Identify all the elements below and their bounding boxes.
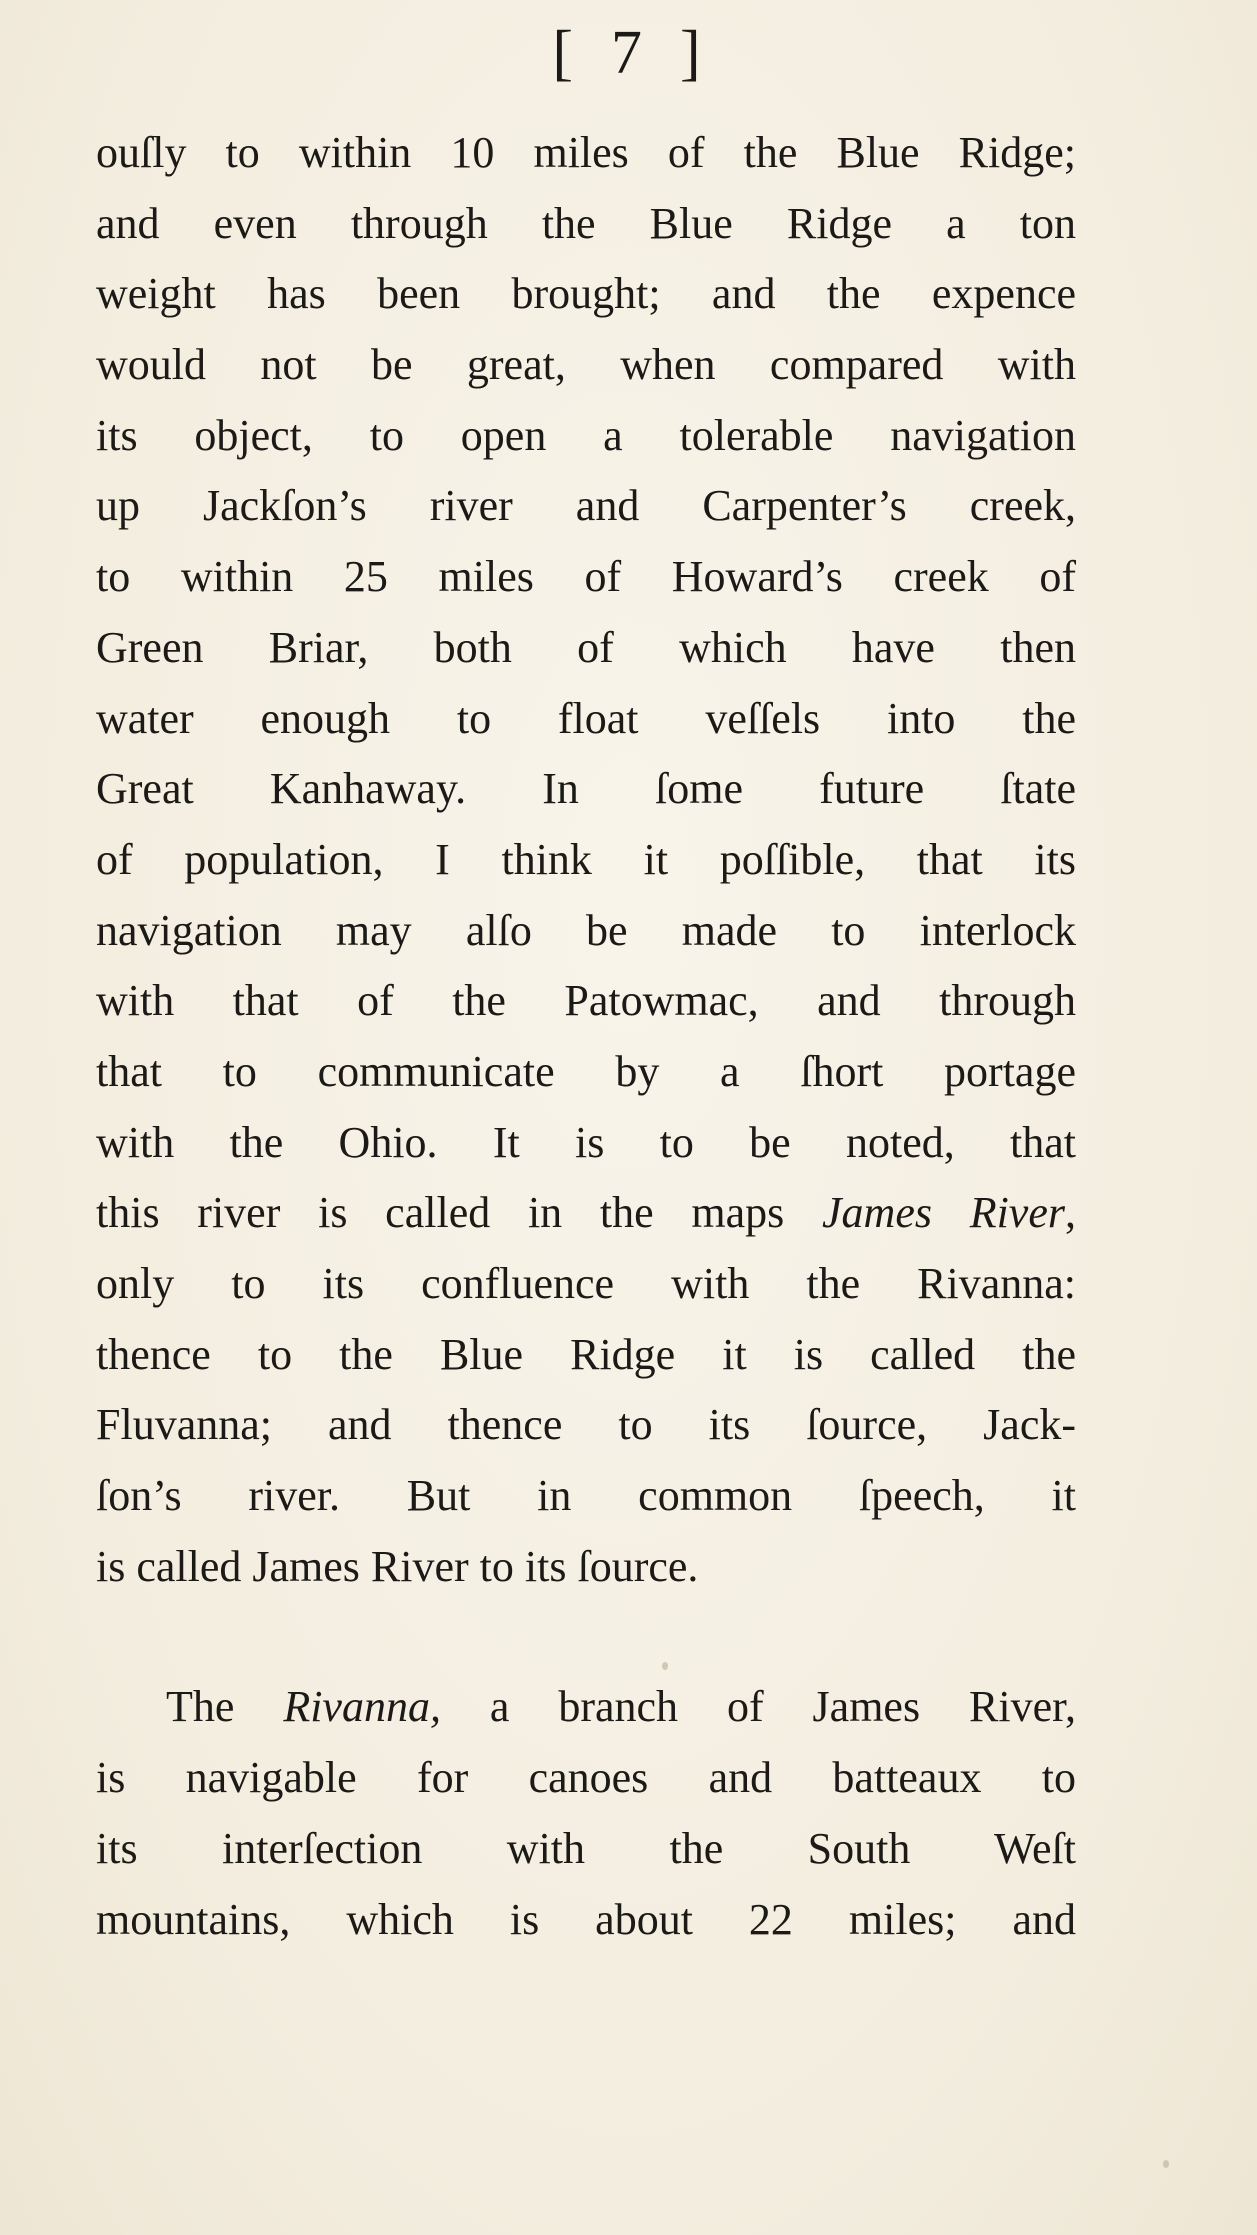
text-line: its object, to open a tolerable navigation bbox=[96, 410, 1076, 460]
text-line: is called James River to its ſource. bbox=[96, 1541, 699, 1591]
bracket-open: [ bbox=[552, 19, 577, 87]
text-run: a branch of James River, bbox=[440, 1682, 1076, 1732]
paragraph-gap bbox=[96, 1602, 1076, 1672]
page-number-header bbox=[0, 20, 1257, 86]
body-text bbox=[96, 118, 1076, 1955]
text-line bbox=[96, 1178, 1076, 1249]
page-number: 7 bbox=[611, 19, 646, 87]
text-line: and even through the Blue Ridge a ton bbox=[96, 198, 1076, 248]
text-line: weight has been brought; and the expence bbox=[96, 269, 1076, 319]
text-line: only to its confluence with the Rivanna: bbox=[96, 1259, 1076, 1308]
text-line: is navigable for canoes and batteaux to bbox=[96, 1753, 1076, 1803]
text-run: , bbox=[1065, 1188, 1076, 1238]
text-line: water enough to float veſſels into the bbox=[96, 693, 1076, 743]
text-line: ſon’s river. But in common ſpeech, it bbox=[96, 1471, 1076, 1521]
text-line: up Jackſon’s river and Carpenter’s creek, bbox=[96, 481, 1076, 531]
text-line: Great Kanhaway. In ſome future ſtate bbox=[96, 764, 1076, 814]
text-line: Fluvanna; and thence to its ſource, Jack- bbox=[96, 1400, 1076, 1450]
paragraph bbox=[96, 1672, 1076, 1955]
italic-text-run: Rivanna, bbox=[283, 1682, 441, 1732]
text-line: mountains, which is about 22 miles; and bbox=[96, 1894, 1076, 1944]
text-line: with the Ohio. It is to be noted, that bbox=[96, 1117, 1076, 1167]
text-line: navigation may alſo be made to interlock bbox=[96, 905, 1076, 955]
text-line: Green Briar, both of which have then bbox=[96, 622, 1076, 672]
paragraph bbox=[96, 118, 1076, 1602]
text-line: would not be great, when compared with bbox=[96, 340, 1076, 390]
bracket-close: ] bbox=[680, 19, 705, 87]
text-line: to within 25 miles of Howard’s creek of bbox=[96, 552, 1076, 602]
text-line bbox=[96, 1672, 1076, 1743]
text-line: of population, I think it poſſible, that its bbox=[96, 834, 1076, 884]
text-line: that to communicate by a ſhort portage bbox=[96, 1046, 1076, 1096]
text-run: this river is called in the maps bbox=[96, 1188, 823, 1238]
text-run: The bbox=[166, 1682, 284, 1732]
text-line: with that of the Patowmac, and through bbox=[96, 976, 1076, 1026]
text-line: thence to the Blue Ridge it is called the bbox=[96, 1329, 1076, 1379]
text-line: ouſly to within 10 miles of the Blue Ridge; bbox=[96, 128, 1076, 177]
italic-text-run: James River bbox=[822, 1188, 1065, 1238]
text-line: its interſection with the South Weſt bbox=[96, 1823, 1076, 1873]
print-speck bbox=[1163, 2160, 1169, 2168]
print-speck bbox=[662, 1662, 668, 1670]
